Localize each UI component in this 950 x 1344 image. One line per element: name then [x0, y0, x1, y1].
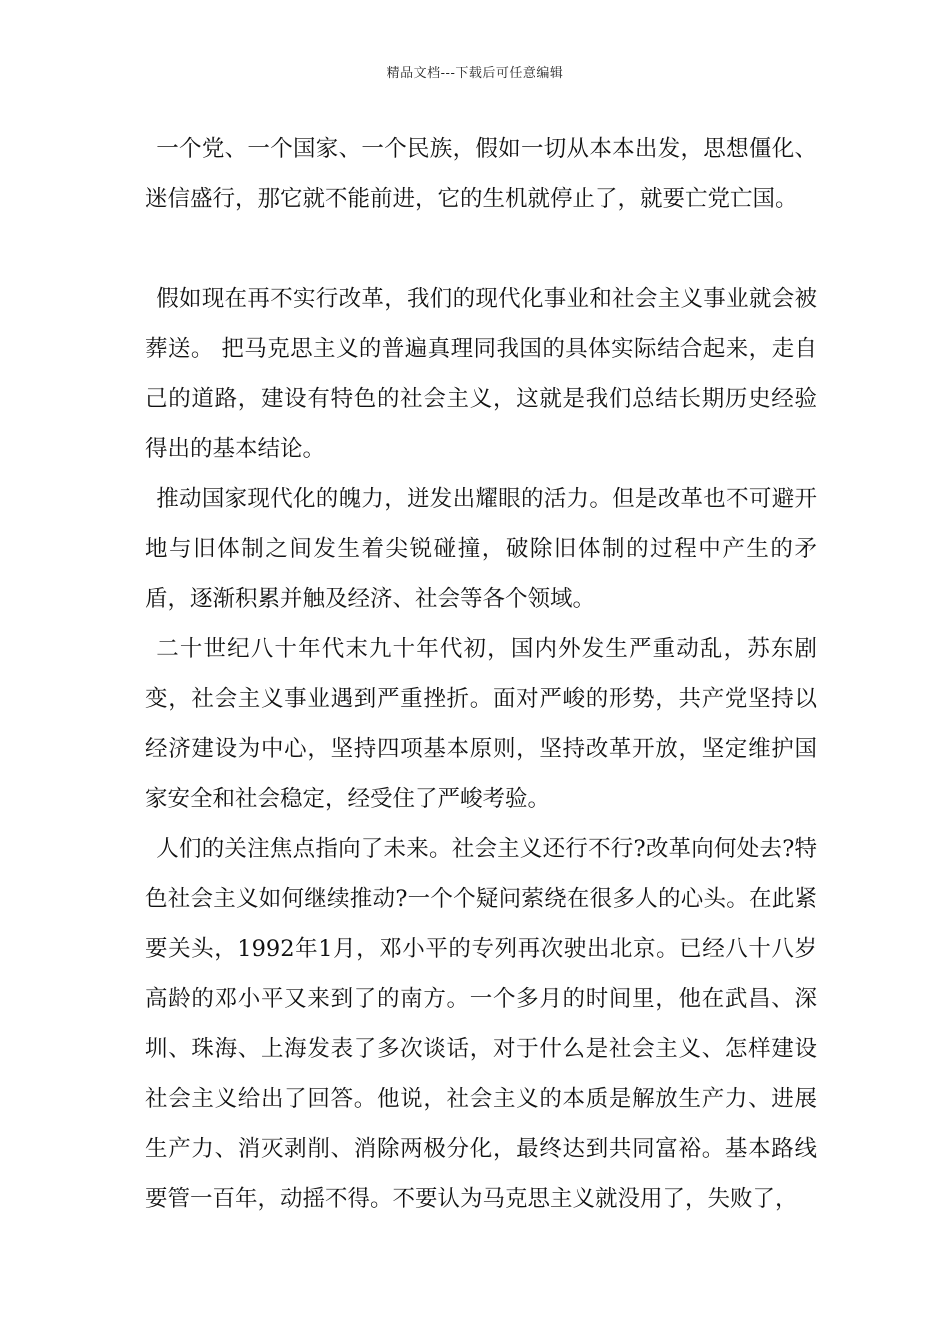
paragraph-1: 一个党、一个国家、一个民族，假如一切从本本出发，思想僵化、迷信盛行，那它就不能前进，它的生机就停止了，就要亡党亡国。: [145, 136, 817, 212]
paragraph-2: 假如现在再不实行改革，我们的现代化事业和社会主义事业就会被葬送。 把马克思主义的普遍真理同我国的具体实际结合起来，走自己的道路，建设有特色的社会主义，这就是我们总结长期历史经验得出的基本结论。: [145, 286, 817, 462]
paragraph-4: 二十世纪八十年代末九十年代初，国内外发生严重动乱，苏东剧变，社会主义事业遇到严重挫折。面对严峻的形势，共产党坚持以经济建设为中心，坚持四项基本原则，坚持改革开放，坚定维护国家安全和社会稳定，经受住了严峻考验。: [145, 636, 817, 812]
paragraph-3: 推动国家现代化的魄力，迸发出耀眼的活力。但是改革也不可避开地与旧体制之间发生着尖锐碰撞，破除旧体制的过程中产生的矛盾，逐渐积累并触及经济、社会等各个领域。: [145, 486, 817, 612]
document-body: [145, 124, 817, 1224]
paragraph-5: 人们的关注焦点指向了未来。社会主义还行不行?改革向何处去?特色社会主义如何继续推动?一个个疑问萦绕在很多人的心头。在此紧要关头，1992年1月，邓小平的专列再次驶出北京。已经八十八岁高龄的邓小平又来到了的南方。一个多月的时间里，他在武昌、深圳、珠海、上海发表了多次谈话，对于什么是社会主义、怎样建设社会主义给出了回答。他说，社会主义的本质是解放生产力、进展生产力、消灭剥削、消除两极分化，最终达到共同富裕。基本路线要管一百年，动摇不得。不要认为马克思主义就没用了，失败了，: [145, 836, 817, 1212]
page-header: 精品文档---下载后可任意编辑: [386, 66, 564, 81]
paragraph-spacer: [145, 224, 817, 274]
